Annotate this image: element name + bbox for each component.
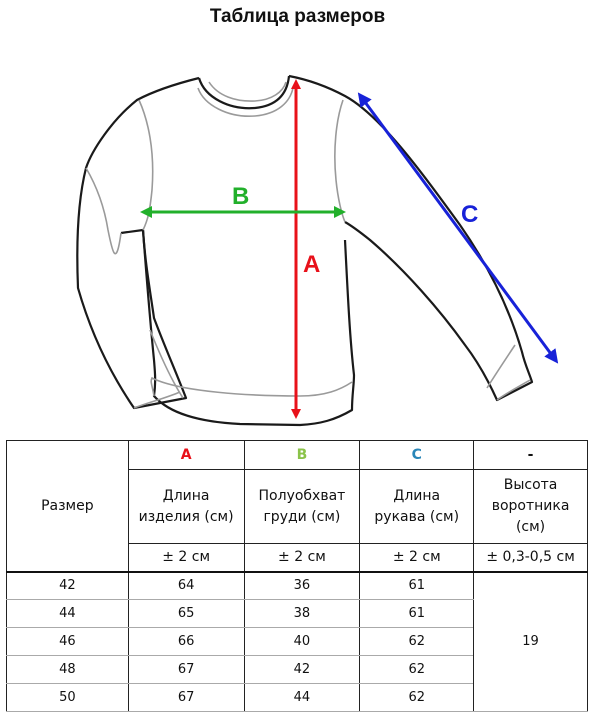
column-label-collar-line3: (см) bbox=[515, 519, 546, 535]
size-cell: 42 bbox=[7, 572, 129, 600]
length-cell: 64 bbox=[128, 572, 244, 600]
sleeve-cell: 61 bbox=[360, 600, 474, 628]
size-cell: 46 bbox=[7, 628, 129, 656]
collar-height-cell: 19 bbox=[474, 572, 588, 712]
table-row bbox=[7, 572, 588, 600]
column-label-collar bbox=[474, 470, 588, 544]
column-label-b-line2: груди (см) bbox=[263, 508, 341, 525]
tolerance-c: ± 2 см bbox=[360, 544, 474, 572]
chest-cell: 36 bbox=[244, 572, 360, 600]
size-table bbox=[6, 440, 588, 712]
column-label-a-line2: изделия (см) bbox=[138, 508, 234, 525]
length-cell: 66 bbox=[128, 628, 244, 656]
column-letter-b: B bbox=[244, 441, 360, 470]
column-label-collar-line2: воротника bbox=[491, 498, 570, 514]
chest-cell: 42 bbox=[244, 656, 360, 684]
column-letter-a: A bbox=[128, 441, 244, 470]
tolerance-a: ± 2 см bbox=[128, 544, 244, 572]
size-cell: 48 bbox=[7, 656, 129, 684]
label-c: C bbox=[461, 201, 479, 228]
chest-cell: 38 bbox=[244, 600, 360, 628]
size-cell: 50 bbox=[7, 684, 129, 712]
chest-cell: 44 bbox=[244, 684, 360, 712]
column-letter-c: C bbox=[360, 441, 474, 470]
column-label-a-line1: Длина bbox=[162, 487, 210, 504]
sleeve-cell: 62 bbox=[360, 628, 474, 656]
sleeve-cell: 62 bbox=[360, 684, 474, 712]
page-title: Таблица размеров bbox=[209, 6, 386, 27]
sweater-illustration bbox=[0, 36, 595, 436]
label-a: A bbox=[303, 251, 321, 278]
sleeve-cell: 61 bbox=[360, 572, 474, 600]
tolerance-collar: ± 0,3-0,5 см bbox=[474, 544, 588, 572]
length-cell: 67 bbox=[128, 684, 244, 712]
column-label-b-line1: Полуобхват bbox=[258, 487, 346, 504]
sweater-seams bbox=[86, 82, 530, 408]
column-letter-collar: - bbox=[474, 441, 588, 470]
column-label-c-line2: рукава (см) bbox=[374, 508, 460, 525]
size-header: Размер bbox=[7, 441, 129, 572]
column-label-c-line1: Длина bbox=[393, 487, 441, 504]
chest-cell: 40 bbox=[244, 628, 360, 656]
column-label-collar-line1: Высота bbox=[503, 477, 558, 493]
sleeve-cell: 62 bbox=[360, 656, 474, 684]
tolerance-b: ± 2 см bbox=[244, 544, 360, 572]
column-label-a bbox=[128, 470, 244, 544]
length-cell: 67 bbox=[128, 656, 244, 684]
arrow-c bbox=[362, 98, 554, 358]
sweater-diagram bbox=[0, 36, 595, 436]
label-b: B bbox=[232, 183, 250, 210]
column-label-c bbox=[360, 470, 474, 544]
column-label-b bbox=[244, 470, 360, 544]
length-cell: 65 bbox=[128, 600, 244, 628]
size-cell: 44 bbox=[7, 600, 129, 628]
